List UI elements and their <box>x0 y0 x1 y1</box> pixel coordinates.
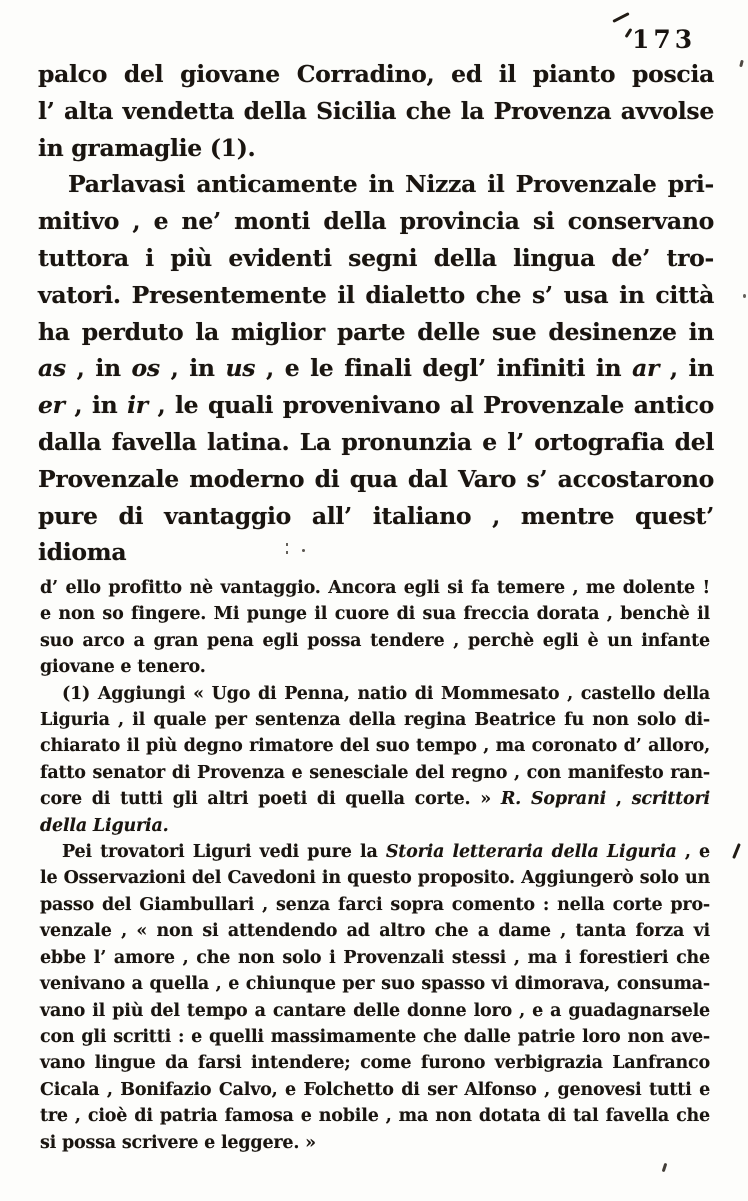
text-segment: Parlavasi anticamente in Nizza il Provenzale pri- <box>68 170 714 199</box>
text-line <box>40 839 710 865</box>
text-segment: tuttora i più evidenti segni della lingua de’ tro- <box>38 243 714 272</box>
ink-speck <box>743 294 746 298</box>
text-segment: Pei trovatori Liguri vedi pure la <box>62 842 386 863</box>
text-segment: in gramaglie (1). <box>38 133 256 162</box>
text-line <box>38 240 714 277</box>
italic-text: us <box>225 354 256 383</box>
text-line <box>40 786 710 812</box>
text-segment: , le quali provenivano al Provenzale antico <box>147 391 714 420</box>
text-line <box>38 387 714 424</box>
text-segment: , <box>606 789 632 810</box>
text-line <box>40 1103 710 1129</box>
text-segment: le Osservazioni del Cavedoni in questo proposito. Aggiungerò solo un <box>40 868 710 889</box>
page-number: 173 <box>632 25 697 54</box>
text-line <box>40 971 710 997</box>
ink-speck <box>286 551 288 554</box>
text-line <box>40 945 710 971</box>
text-segment: Cicala , Bonifazio Calvo, e Folchetto di ser Alfonso , genovesi tutti e <box>40 1079 710 1100</box>
text-segment: vano il più del tempo a cantare delle donne loro , e a guadagnarsele <box>40 1000 710 1021</box>
text-line <box>38 56 714 93</box>
text-line <box>38 314 714 351</box>
ink-speck <box>302 549 305 552</box>
text-segment: pure di vantaggio all’ italiano , mentre quest’ idioma <box>38 501 714 567</box>
text-segment: chiarato il più degno rimatore del suo tempo , ma coronato d’ alloro, <box>40 736 710 757</box>
text-segment: venzale , « non si attendendo ad altro che a dame , tanta forza vi <box>40 921 710 942</box>
text-line <box>40 1077 710 1103</box>
text-segment: , in <box>159 354 226 383</box>
italic-text: R. Soprani <box>500 789 607 810</box>
text-segment: mitivo , e ne’ monti della provincia si conservano <box>38 207 714 236</box>
main-text-block <box>38 56 714 571</box>
text-segment: core di tutti gli altri poeti di quella corte. » <box>40 789 501 810</box>
text-line <box>38 350 714 387</box>
text-segment: suo arco a gran pena egli possa tendere , perchè egli è un infante <box>40 630 710 651</box>
text-line <box>38 166 714 203</box>
footnote-block <box>40 575 710 1156</box>
text-line <box>40 865 710 891</box>
text-segment: Liguria , il quale per sentenza della regina Beatrice fu non solo di- <box>40 710 710 731</box>
text-segment: con gli scritti : e quelli massimamente che dalle patrie loro non ave- <box>40 1026 710 1047</box>
text-line <box>40 998 710 1024</box>
text-segment: , e <box>676 842 710 863</box>
text-line <box>38 93 714 130</box>
italic-text: as <box>38 354 66 383</box>
text-line <box>40 681 710 707</box>
text-line <box>40 1050 710 1076</box>
text-segment: palco del giovane Corradino, ed il pianto poscia <box>38 60 714 88</box>
italic-text: ir <box>127 391 148 420</box>
text-segment: vano lingue da farsi intendere; come furono verbigrazia Lanfranco <box>40 1053 710 1074</box>
text-line <box>40 918 710 944</box>
text-line <box>40 1024 710 1050</box>
italic-text: scrittori <box>631 789 710 810</box>
text-segment: ebbe l’ amore , che non solo i Provenzali stessi , ma i forestieri che <box>40 947 710 968</box>
text-segment: dalla favella latina. La pronunzia e l’ ortografia del <box>38 427 714 456</box>
text-line <box>38 424 714 461</box>
text-segment: tre , cioè di patria famosa e nobile , ma non dotata di tal favella che <box>40 1106 710 1127</box>
text-segment: venivano a quella , e chiunque per suo spasso vi dimorava, consuma- <box>40 974 710 995</box>
text-line <box>40 892 710 918</box>
ink-speck <box>732 843 741 859</box>
ink-mark <box>612 12 629 23</box>
text-line <box>38 277 714 314</box>
text-line <box>38 461 714 498</box>
text-segment: Provenzale moderno di qua dal Varo s’ accostarono <box>38 464 714 493</box>
text-line <box>40 575 710 601</box>
text-segment: vatori. Presentemente il dialetto che s’ usa in città <box>38 280 714 309</box>
italic-text: Storia letteraria della Liguria <box>385 842 677 863</box>
text-segment: (1) Aggiungi « Ugo di Penna, natio di Mommesato , castello della <box>62 683 710 704</box>
text-segment: passo del Giambullari , senza farci sopra comento : nella corte pro- <box>40 894 710 915</box>
text-segment: ha perduto la miglior parte delle sue desinenze in <box>38 317 714 346</box>
italic-text: os <box>131 354 160 383</box>
text-line <box>38 498 714 572</box>
italic-text: er <box>38 391 65 420</box>
text-line <box>40 760 710 786</box>
italic-text: ar <box>632 354 660 383</box>
text-segment: , e le finali degl’ infiniti in <box>255 354 633 383</box>
ink-speck <box>662 1163 668 1172</box>
text-segment: fatto senator di Provenza e senesciale del regno , con manifesto ran- <box>40 762 710 783</box>
ink-speck <box>739 60 744 68</box>
text-segment: , in <box>659 354 714 383</box>
text-segment: e non so fingere. Mi punge il cuore di sua freccia dorata , benchè il <box>40 604 710 625</box>
italic-text: della Liguria. <box>40 815 169 836</box>
text-line <box>38 203 714 240</box>
text-segment: , in <box>65 354 132 383</box>
text-line <box>40 733 710 759</box>
text-segment: si possa scrivere e leggere. » <box>40 1132 316 1153</box>
text-segment: l’ alta vendetta della Sicilia che la Provenza avvolse <box>38 96 714 125</box>
text-line <box>40 601 710 627</box>
text-segment: giovane e tenero. <box>40 657 206 678</box>
text-line <box>38 130 714 167</box>
text-line <box>40 813 710 839</box>
text-line <box>40 628 710 654</box>
ink-speck <box>286 543 288 546</box>
text-line <box>40 707 710 733</box>
text-segment: d’ ello profitto nè vantaggio. Ancora egli si fa temere , me dolente ! <box>40 578 710 598</box>
text-line <box>40 654 710 680</box>
text-segment: , in <box>64 391 128 420</box>
text-line <box>40 1130 710 1156</box>
